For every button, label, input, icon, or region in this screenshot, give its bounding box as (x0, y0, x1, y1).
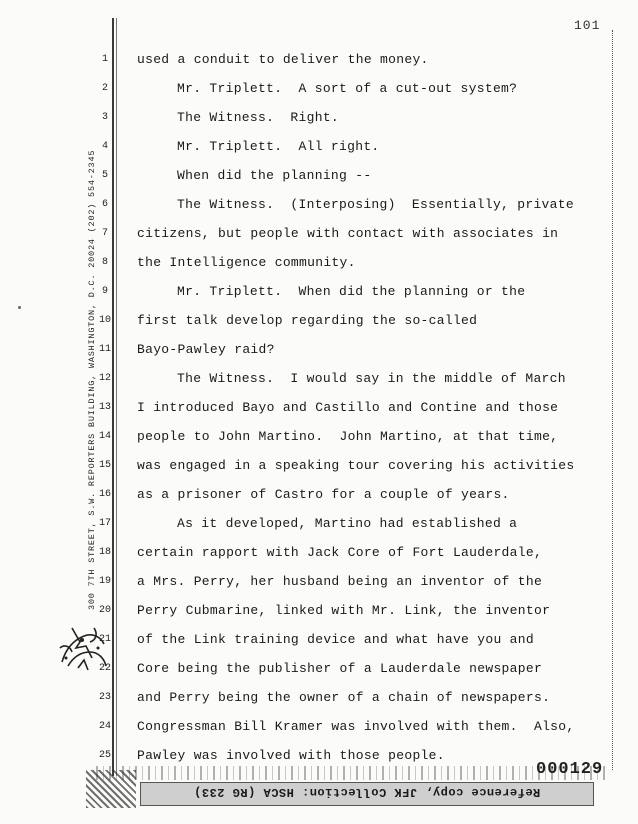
transcript-line: the Intelligence community. (137, 255, 356, 270)
transcript-line: of the Link training device and what have you and (137, 632, 534, 647)
transcript-line: Congressman Bill Kramer was involved with them. Also, (137, 719, 575, 734)
transcript-line: a Mrs. Perry, her husband being an inventor of the (137, 574, 543, 589)
line-number: 13 (98, 402, 111, 413)
transcript-line: The Witness. Right. (177, 110, 340, 125)
reference-stamp (140, 782, 594, 806)
line-number: 10 (98, 315, 111, 326)
line-number: 16 (98, 489, 111, 500)
transcript-line: was engaged in a speaking tour covering his activities (137, 458, 575, 473)
line-number: 3 (101, 112, 108, 123)
right-margin-rule (612, 30, 613, 770)
line-number: 12 (98, 373, 111, 384)
transcript-line: Mr. Triplett. When did the planning or the (177, 284, 526, 299)
line-number: 18 (98, 547, 111, 558)
transcript-line: used a conduit to deliver the money. (137, 52, 429, 67)
transcript-line: The Witness. I would say in the middle of March (177, 371, 566, 386)
line-number: 11 (98, 344, 111, 355)
document-id: 000129 (536, 760, 604, 779)
line-number: 6 (101, 199, 108, 210)
line-number: 23 (98, 692, 111, 703)
transcript-line: citizens, but people with contact with associates in (137, 226, 559, 241)
transcript-line: Pawley was involved with those people. (137, 748, 445, 763)
transcript-line: I introduced Bayo and Castillo and Contine and those (137, 400, 559, 415)
transcript-line: Mr. Triplett. A sort of a cut-out system? (177, 81, 518, 96)
scan-noise-corner (86, 770, 136, 808)
transcript-line: The Witness. (Interposing) Essentially, private (177, 197, 574, 212)
transcript-line: first talk develop regarding the so-called (137, 313, 478, 328)
scan-speck (18, 306, 21, 309)
transcript-line: as a prisoner of Castro for a couple of years. (137, 487, 510, 502)
line-number: 4 (101, 141, 108, 152)
scan-noise (96, 766, 606, 780)
line-number: 24 (98, 721, 111, 732)
line-number: 5 (101, 170, 108, 181)
line-number: 15 (98, 460, 111, 471)
reporter-address: 300 7TH STREET, S.W. REPORTERS BUILDING, WASHINGTON, D.C. 20024 (202) 554-2345 (87, 149, 97, 610)
page-number: 101 (574, 18, 601, 33)
transcript-line: people to John Martino. John Martino, at that time, (137, 429, 559, 444)
line-number: 1 (101, 54, 108, 65)
line-number: 2 (101, 83, 108, 94)
line-number: 8 (101, 257, 108, 268)
line-number: 20 (98, 605, 111, 616)
line-number: 17 (98, 518, 111, 529)
transcript-line: Mr. Triplett. All right. (177, 139, 380, 154)
line-number: 21 (98, 634, 111, 645)
transcript-line: and Perry being the owner of a chain of newspapers. (137, 690, 551, 705)
transcript-line: Core being the publisher of a Lauderdale newspaper (137, 661, 543, 676)
transcript-line: Perry Cubmarine, linked with Mr. Link, the inventor (137, 603, 551, 618)
transcript-line: Bayo-Pawley raid? (137, 342, 275, 357)
line-number: 9 (101, 286, 108, 297)
transcript-line: When did the planning -- (177, 168, 372, 183)
line-number: 14 (98, 431, 111, 442)
line-number: 7 (101, 228, 108, 239)
transcript-line: certain rapport with Jack Core of Fort Lauderdale, (137, 545, 543, 560)
margin-seal-icon (54, 618, 114, 676)
line-number: 22 (98, 663, 111, 674)
left-margin-rule-inner (116, 18, 117, 776)
line-number: 25 (98, 750, 111, 761)
line-number: 19 (98, 576, 111, 587)
transcript-line: As it developed, Martino had established a (177, 516, 518, 531)
reference-stamp-text: Reference copy, JFK Collection: HSCA (RG 233) (193, 785, 541, 799)
